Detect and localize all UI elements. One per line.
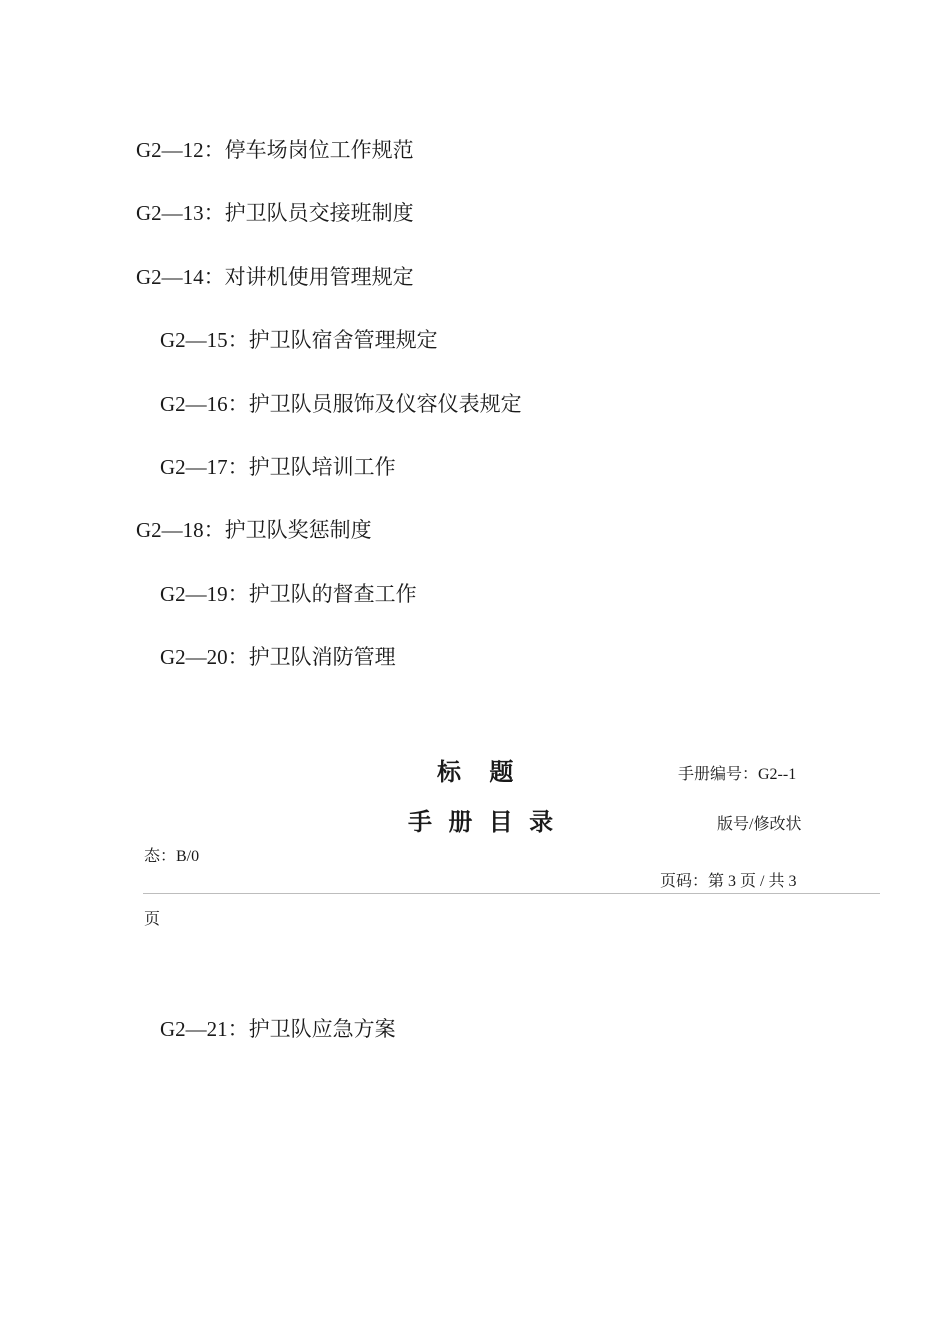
toc-item-g2-16: G2—16：护卫队员服饰及仪容仪表规定	[160, 392, 522, 416]
page-number-suffix: 页	[144, 911, 161, 928]
toc-item-g2-18: G2—18：护卫队奖惩制度	[136, 518, 372, 542]
header-divider	[143, 893, 880, 894]
header-title: 标 题	[437, 758, 514, 786]
toc-item-g2-19: G2—19：护卫队的督查工作	[160, 582, 417, 606]
toc-item-g2-17: G2—17：护卫队培训工作	[160, 455, 396, 479]
toc-item-g2-12: G2—12：停车场岗位工作规范	[136, 138, 414, 162]
toc-item-g2-15: G2—15：护卫队宿舍管理规定	[160, 328, 438, 352]
version-label: 版号/修改状	[717, 816, 802, 833]
toc-item-g2-13: G2—13：护卫队员交接班制度	[136, 201, 414, 225]
manual-number: 手册编号：G2--1	[678, 766, 797, 783]
version-status: 态：B/0	[144, 848, 200, 865]
toc-item-g2-20: G2—20：护卫队消防管理	[160, 645, 396, 669]
toc-item-g2-14: G2—14：对讲机使用管理规定	[136, 265, 414, 289]
header-subtitle: 手 册 目 录	[408, 808, 554, 836]
page-number-info: 页码：第 3 页 / 共 3	[660, 873, 797, 890]
toc-item-g2-21: G2—21：护卫队应急方案	[160, 1017, 396, 1041]
